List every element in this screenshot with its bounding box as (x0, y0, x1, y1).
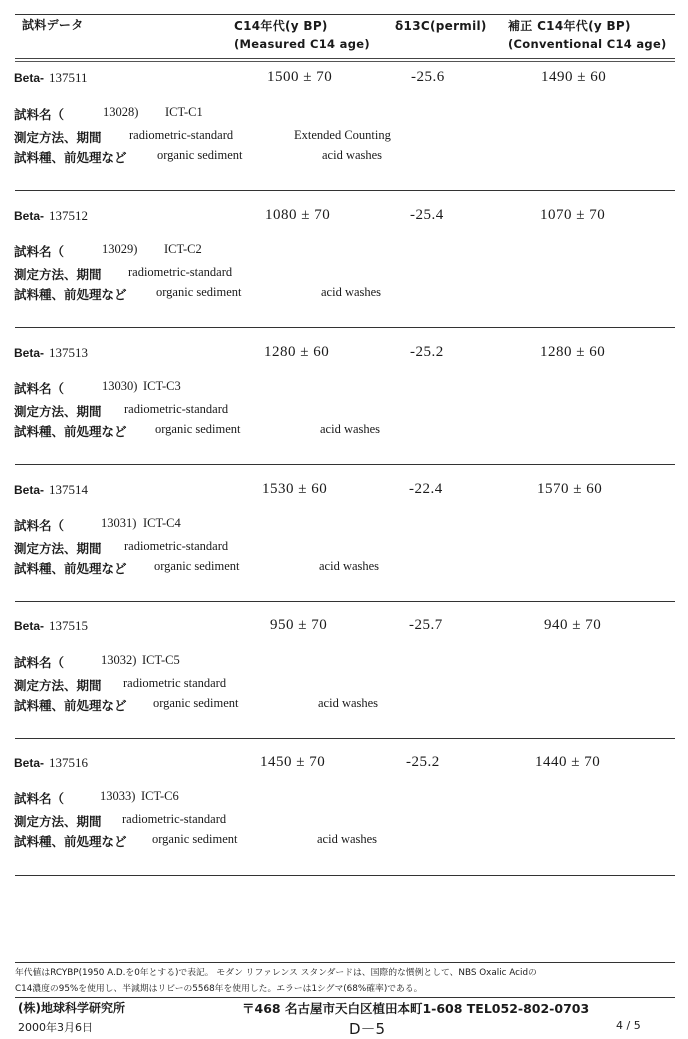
company-name: (株)地球科学研究所 (18, 1001, 125, 1015)
footnote-line-1: 年代値はRCYBP(1950 A.D.を0年とする)で表記。 モダン リファレンス スタンダードは、国際的な慣例として、NBS Oxalic Acidの (15, 968, 537, 978)
sample-name-label: 試料名（ (14, 518, 65, 533)
beta-number: 137512 (49, 208, 89, 223)
beta-number: 137511 (49, 70, 88, 85)
method-extra: Extended Counting (294, 128, 391, 142)
header-delta13c: δ13C(permil) (395, 19, 487, 33)
pretreatment-value: acid washes (322, 148, 383, 162)
beta-prefix: Beta- (14, 756, 45, 770)
measured-age: 1530 ± 60 (262, 481, 328, 497)
beta-number: 137513 (49, 345, 89, 360)
beta-id (14, 755, 88, 771)
beta-number: 137514 (49, 482, 89, 497)
separator-6 (15, 875, 675, 876)
method-value: radiometric-standard (122, 812, 227, 826)
header-measured-age (234, 19, 370, 52)
sample-type-label: 試料種、前処理など (14, 150, 127, 165)
beta-prefix: Beta- (14, 71, 45, 85)
header-conventional-sub: (Conventional C14 age) (508, 37, 667, 51)
sample-code: 13028) (103, 105, 139, 119)
material-value: organic sediment (155, 422, 241, 436)
beta-id (14, 482, 88, 498)
separator-5 (15, 738, 675, 739)
measured-age: 1280 ± 60 (264, 344, 330, 360)
conventional-age: 1490 ± 60 (541, 69, 607, 85)
method-value: radiometric-standard (124, 539, 229, 553)
header-sample-data: 試料データ (22, 18, 84, 32)
footer-rule (15, 962, 675, 963)
measured-age: 1500 ± 70 (267, 69, 333, 85)
beta-number: 137515 (49, 618, 89, 633)
material-value: organic sediment (156, 285, 242, 299)
conventional-age: 1440 ± 70 (535, 754, 601, 770)
conventional-age: 1570 ± 60 (537, 481, 603, 497)
header-measured-sub: (Measured C14 age) (234, 37, 370, 51)
sample-type-label: 試料種、前処理など (14, 424, 127, 439)
pretreatment-value: acid washes (320, 422, 381, 436)
header-measured-title: C14年代(y BP) (234, 19, 328, 33)
sample-type-label: 試料種、前処理など (14, 561, 127, 576)
sample-name-label: 試料名（ (14, 791, 65, 806)
delta13c-value: -22.4 (409, 481, 443, 497)
conventional-age: 1280 ± 60 (540, 344, 606, 360)
beta-prefix: Beta- (14, 209, 45, 223)
sample-type-label: 試料種、前処理など (14, 698, 127, 713)
footnote-line-2: C14濃度の95%を使用し、半減期はリビーの5568年を使用した。エラーは1シグマ(68%確率)である。 (15, 984, 423, 994)
method-period-label: 測定方法、期間 (14, 814, 102, 829)
method-period-label: 測定方法、期間 (14, 267, 102, 282)
method-period-label: 測定方法、期間 (14, 404, 102, 419)
method-value: radiometric-standard (128, 265, 233, 279)
sample-name: ICT-C3 (143, 379, 181, 393)
conventional-age: 1070 ± 70 (540, 207, 606, 223)
header-rule (15, 58, 675, 59)
beta-id (14, 208, 88, 224)
measured-age: 1080 ± 70 (265, 207, 331, 223)
beta-prefix: Beta- (14, 483, 45, 497)
method-period-label: 測定方法、期間 (14, 541, 102, 556)
separator-3 (15, 464, 675, 465)
beta-id (14, 618, 88, 634)
material-value: organic sediment (153, 696, 239, 710)
sample-code: 13033) (100, 789, 136, 803)
sample-name: ICT-C1 (165, 105, 203, 119)
delta13c-value: -25.2 (406, 754, 440, 770)
material-value: organic sediment (154, 559, 240, 573)
method-value: radiometric standard (123, 676, 227, 690)
separator-2 (15, 327, 675, 328)
page-code: D－5 (349, 1020, 386, 1038)
sample-name-label: 試料名（ (14, 244, 65, 259)
separator-1 (15, 190, 675, 191)
sample-code: 13031) (101, 516, 137, 530)
sample-name: ICT-C5 (142, 653, 180, 667)
conventional-age: 940 ± 70 (544, 617, 602, 633)
sample-type-label: 試料種、前処理など (14, 834, 127, 849)
company-address: 〒468 名古屋市天白区植田本町1-608 TEL052-802-0703 (242, 1001, 590, 1016)
sample-block-1 (0, 70, 688, 207)
report-date: 2000年3月6日 (18, 1021, 93, 1034)
header-conventional-age (508, 19, 667, 52)
page-number: 4 / 5 (616, 1019, 641, 1032)
pretreatment-value: acid washes (319, 559, 380, 573)
material-value: organic sediment (157, 148, 243, 162)
method-period-label: 測定方法、期間 (14, 678, 102, 693)
delta13c-value: -25.7 (409, 617, 443, 633)
sample-block-4 (0, 482, 688, 619)
method-period-label: 測定方法、期間 (14, 130, 102, 145)
material-value: organic sediment (152, 832, 238, 846)
footer-rule-bottom (15, 997, 675, 998)
separator-4 (15, 601, 675, 602)
sample-block-2 (0, 208, 688, 345)
sample-name-label: 試料名（ (14, 381, 65, 396)
top-rule (15, 14, 675, 15)
pretreatment-value: acid washes (321, 285, 382, 299)
sample-type-label: 試料種、前処理など (14, 287, 127, 302)
measured-age: 950 ± 70 (270, 617, 328, 633)
beta-number: 137516 (49, 755, 89, 770)
sample-code: 13032) (101, 653, 137, 667)
method-value: radiometric-standard (124, 402, 229, 416)
sample-code: 13030) (102, 379, 138, 393)
beta-prefix: Beta- (14, 619, 45, 633)
sample-block-6 (0, 755, 688, 892)
sample-code: 13029) (102, 242, 138, 256)
delta13c-value: -25.6 (411, 69, 445, 85)
delta13c-value: -25.2 (410, 344, 444, 360)
method-value: radiometric-standard (129, 128, 234, 142)
pretreatment-value: acid washes (317, 832, 378, 846)
sample-block-3 (0, 345, 688, 482)
sample-name-label: 試料名（ (14, 107, 65, 122)
sample-name-label: 試料名（ (14, 655, 65, 670)
measured-age: 1450 ± 70 (260, 754, 326, 770)
beta-id (14, 70, 88, 86)
beta-prefix: Beta- (14, 346, 45, 360)
sample-block-5 (0, 618, 688, 755)
sample-name: ICT-C6 (141, 789, 179, 803)
delta13c-value: -25.4 (410, 207, 444, 223)
pretreatment-value: acid washes (318, 696, 379, 710)
beta-id (14, 345, 88, 361)
sample-name: ICT-C4 (143, 516, 181, 530)
sample-name: ICT-C2 (164, 242, 202, 256)
header-conventional-title: 補正 C14年代(y BP) (508, 19, 631, 33)
